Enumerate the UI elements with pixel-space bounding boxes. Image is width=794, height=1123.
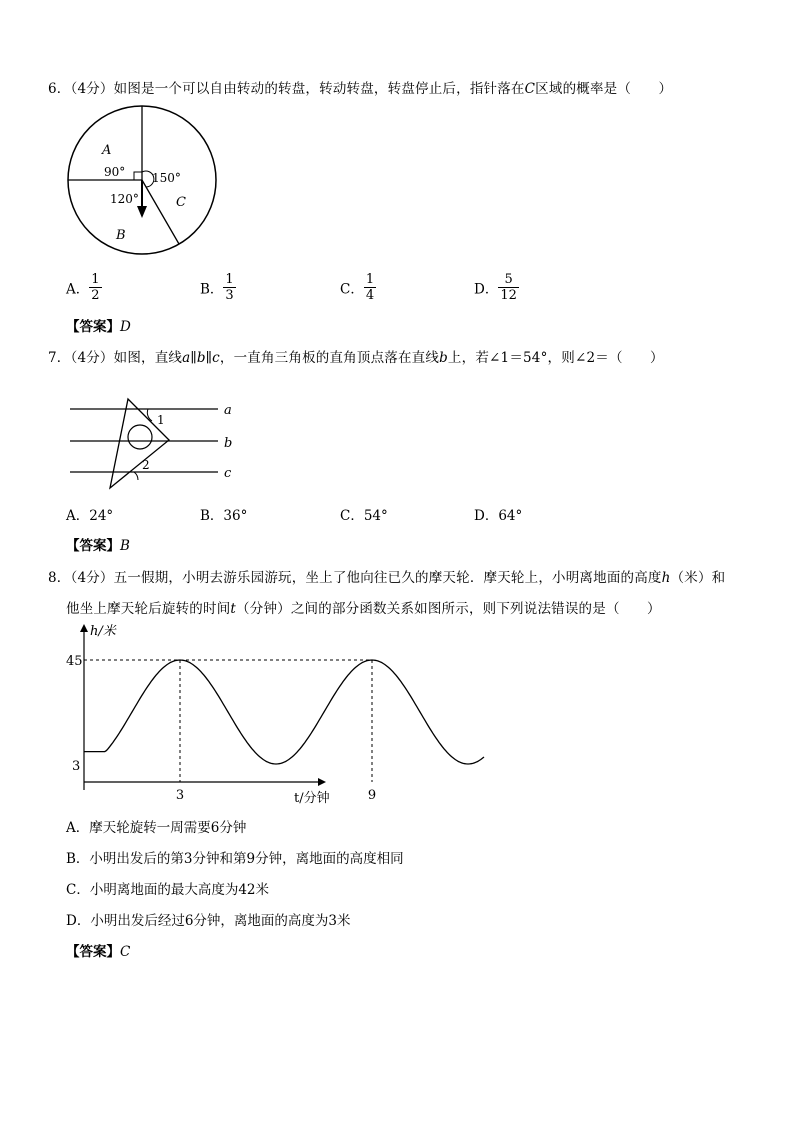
answer-label: 【答案】 — [66, 319, 120, 335]
fraction-numerator: 1 — [91, 272, 100, 287]
pointer-arrow-icon — [137, 206, 147, 218]
q7-stem — [48, 346, 664, 366]
q7-stem-text: 7．（4分）如图，直线 — [48, 350, 183, 366]
right-angle-mark — [134, 172, 142, 180]
q7-line-b: b — [439, 350, 448, 366]
fraction-numerator: 1 — [365, 272, 375, 287]
region-a-label: A — [102, 143, 112, 158]
line-b-label: b — [224, 436, 233, 451]
q6-stem-text: 6．（4分）如图是一个可以自由转动的转盘，转动转盘，转盘停止后，指针落在 — [48, 81, 525, 97]
q8-stem-line1 — [48, 566, 725, 586]
q6-stem — [48, 77, 672, 97]
q8-option-c[interactable]: C．小明离地面的最大高度为42米 — [66, 882, 270, 898]
q7-option-c[interactable]: C．54° — [340, 508, 388, 524]
q8-var-h: h — [661, 570, 671, 586]
spinner-radius-down — [142, 180, 179, 244]
fraction — [364, 272, 376, 303]
angle-b-label: 120° — [110, 192, 139, 206]
q6-answer — [66, 315, 131, 335]
angle1-label: 1 — [157, 413, 165, 427]
fraction-numerator: 5 — [498, 272, 519, 288]
series-line-h — [84, 660, 484, 764]
x-axis-arrow-icon — [318, 778, 326, 786]
q8-stem-tail: （米）和 — [670, 570, 726, 586]
q6-option-a[interactable] — [66, 272, 102, 303]
q8-stem-text: 8．（4分）五一假期，小明去游乐园游玩，坐上了他向往已久的摩天轮．摩天轮上，小明离地面的高度 — [48, 570, 662, 586]
fraction — [89, 272, 101, 303]
q6-option-b[interactable] — [200, 272, 236, 303]
q7-option-b[interactable]: B．36° — [200, 508, 248, 524]
angle2-arc — [134, 472, 138, 480]
option-letter: B． — [200, 281, 224, 298]
q6-spinner-figure — [60, 102, 230, 270]
q8-stem-line2 — [66, 597, 661, 617]
q6-stem-tail: 区域的概率是（ ） — [535, 81, 673, 97]
fraction-denominator: 4 — [365, 288, 375, 303]
fraction-denominator: 2 — [91, 288, 100, 303]
answer-value: C — [120, 944, 131, 960]
q6-option-c[interactable] — [340, 272, 376, 303]
answer-label: 【答案】 — [66, 538, 120, 554]
triangle-hole — [128, 425, 152, 449]
answer-value: D — [120, 319, 131, 335]
x-tick-label: 3 — [175, 788, 185, 803]
q7-stem-text-2: ，一直角三角板的直角顶点落在直线 — [219, 350, 440, 366]
q7-option-d[interactable]: D．64° — [474, 508, 523, 524]
answer-value: B — [120, 538, 130, 554]
q7-parallel-lines: a∥b∥c — [182, 350, 220, 366]
y-axis-label-text: h/米 — [90, 624, 116, 639]
q8-stem-text-2: 他坐上摩天轮后旋转的时间 — [66, 601, 231, 617]
q8-var-t: t — [230, 601, 237, 617]
answer-label: 【答案】 — [66, 944, 120, 960]
q7-answer — [66, 534, 130, 554]
option-letter: A． — [66, 281, 90, 298]
q8-option-a[interactable]: A．摩天轮旋转一周需要6分钟 — [66, 820, 247, 836]
line-a-label: a — [224, 403, 232, 418]
y-axis-arrow-icon — [80, 624, 88, 632]
q7-triangle-figure — [64, 396, 244, 492]
x-axis-label: t/分钟 — [294, 791, 330, 806]
angle-a-label: 90° — [104, 165, 126, 179]
q8-stem-tail-2: （分钟）之间的部分函数关系如图所示，则下列说法错误的是（ ） — [236, 601, 661, 617]
q8-option-d[interactable]: D．小明出发后经过6分钟，离地面的高度为3米 — [66, 913, 351, 929]
line-c-label: c — [224, 466, 232, 481]
y-tick-label: 45 — [66, 654, 83, 669]
q8-ferris-wheel-chart — [64, 618, 377, 810]
q6-option-d[interactable] — [474, 272, 519, 303]
fraction-denominator: 3 — [225, 288, 234, 303]
option-letter: D． — [474, 281, 499, 298]
y-tick-label: 3 — [72, 759, 81, 774]
q6-stem-region: C — [524, 81, 536, 97]
angle-c-label: 150° — [152, 171, 181, 185]
fraction-numerator: 1 — [225, 272, 234, 287]
region-c-label: C — [176, 195, 186, 210]
q8-answer — [66, 940, 130, 960]
q8-option-b[interactable]: B．小明出发后的第3分钟和第9分钟，离地面的高度相同 — [66, 851, 404, 867]
region-b-label: B — [116, 228, 126, 243]
fraction-denominator: 12 — [500, 288, 517, 303]
fraction — [498, 272, 519, 303]
q7-option-a[interactable]: A．24° — [66, 508, 114, 524]
angle2-label: 2 — [142, 458, 150, 472]
y-axis-label — [90, 624, 117, 639]
fraction — [223, 272, 235, 303]
x-tick-label: 9 — [367, 788, 377, 803]
option-letter: C． — [340, 281, 364, 298]
q7-stem-tail: 上，若∠1＝54°，则∠2＝（ ） — [447, 350, 664, 366]
